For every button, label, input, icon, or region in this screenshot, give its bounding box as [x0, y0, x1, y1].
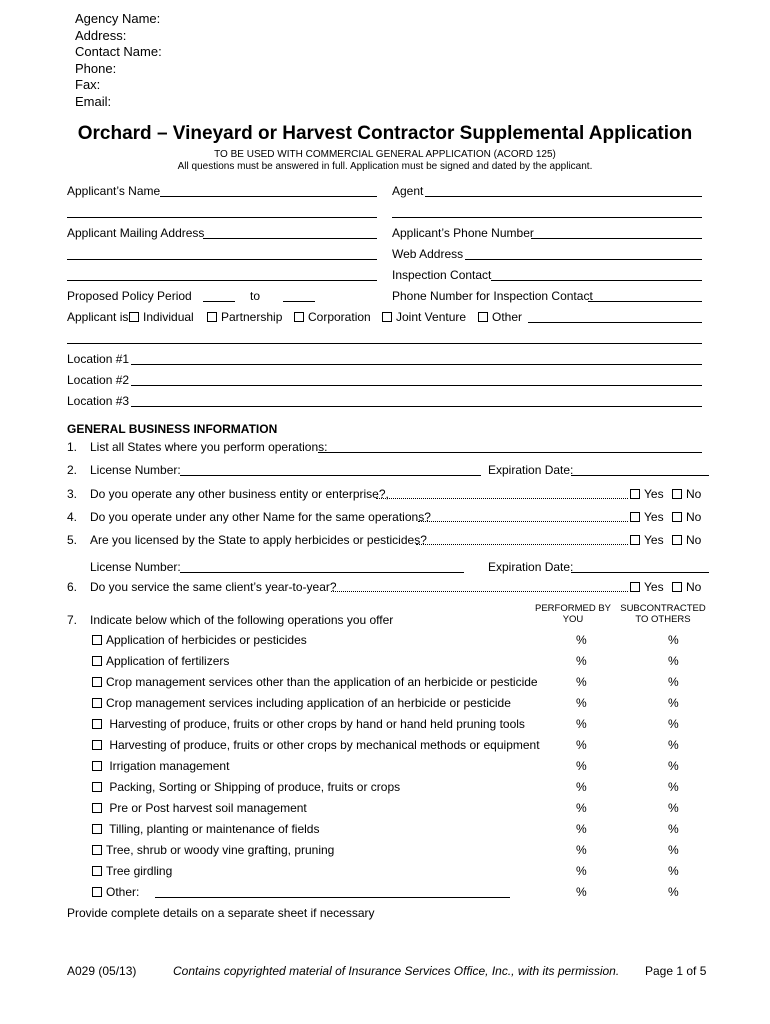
applicant-name-field-2[interactable] [67, 217, 377, 218]
operation-label: Packing, Sorting or Shipping of produce, fruits or crops [106, 780, 401, 794]
operation-label: Tilling, planting or maintenance of fields [106, 822, 320, 836]
inspection-phone-label: Phone Number for Inspection Contact [392, 289, 593, 303]
performed-percent[interactable]: % [576, 843, 587, 857]
operation-checkbox[interactable] [92, 656, 102, 666]
q3-number: 3. [67, 487, 78, 501]
operation-label: Tree girdling [106, 864, 173, 878]
q4-leader [418, 521, 628, 522]
operation-label: Application of fertilizers [106, 654, 230, 668]
agency-name-label: Agency Name: [75, 11, 161, 26]
other-type-field[interactable] [528, 322, 702, 323]
subcontracted-percent[interactable]: % [668, 864, 679, 878]
agency-fax-label: Fax: [75, 77, 101, 92]
operation-row[interactable] [92, 759, 229, 773]
mailing-address-field[interactable] [203, 238, 377, 239]
agency-phone-label: Phone: [75, 60, 117, 76]
agent-label: Agent [392, 184, 424, 198]
q2-expiration-field[interactable] [571, 475, 709, 476]
operation-row[interactable] [92, 822, 319, 836]
q5-expiration-label: Expiration Date: [488, 560, 574, 574]
web-address-field[interactable] [465, 259, 702, 260]
q6-yes-checkbox[interactable] [630, 582, 640, 592]
operation-label: Crop management services including application of an herbicide or pesticide [106, 696, 511, 710]
individual-checkbox[interactable] [129, 312, 139, 322]
operation-row[interactable] [92, 843, 334, 857]
agency-contact-label: Contact Name: [75, 44, 162, 59]
page-title: Orchard – Vineyard or Harvest Contractor Supplemental Application [77, 123, 693, 144]
subcontracted-percent[interactable]: % [668, 633, 679, 647]
subcontracted-percent[interactable]: % [668, 759, 679, 773]
q5-no[interactable]: No [672, 533, 701, 547]
q2-text: License Number: [90, 463, 181, 477]
operation-checkbox[interactable] [92, 719, 102, 729]
q6-no-checkbox[interactable] [672, 582, 682, 592]
performed-percent[interactable]: % [576, 864, 587, 878]
mailing-address-label: Applicant Mailing Address [67, 226, 205, 240]
operation-checkbox[interactable] [92, 761, 102, 771]
copyright-notice: Contains copyrighted material of Insurance Services Office, Inc., with its permission. [173, 964, 620, 978]
performed-percent[interactable]: % [576, 801, 587, 815]
corporation-checkbox[interactable] [294, 312, 304, 322]
other-checkbox[interactable] [478, 312, 488, 322]
type-joint-venture[interactable]: Joint Venture [382, 310, 466, 324]
subcontracted-percent[interactable]: % [668, 822, 679, 836]
operation-checkbox[interactable] [92, 635, 102, 645]
joint-venture-checkbox[interactable] [382, 312, 392, 322]
subcontracted-percent[interactable]: % [668, 885, 679, 899]
q3-text: Do you operate any other business entity or enterprise?, [90, 487, 389, 501]
operation-label: Application of herbicides or pesticides [106, 633, 307, 647]
operation-checkbox[interactable] [92, 866, 102, 876]
performed-percent[interactable]: % [576, 717, 587, 731]
q3-yes-checkbox[interactable] [630, 489, 640, 499]
q1-states-field[interactable] [318, 452, 702, 453]
applicant-is-label: Applicant is [67, 310, 129, 324]
location-3-field[interactable] [131, 406, 702, 407]
operation-row[interactable] [92, 738, 540, 752]
operation-row[interactable] [92, 717, 525, 731]
location-3-label: Location #3 [67, 394, 130, 408]
policy-start-field[interactable] [203, 301, 235, 302]
q4-yes-checkbox[interactable] [630, 512, 640, 522]
performed-percent[interactable]: % [576, 696, 587, 710]
col-subcontracted-line1: SUBCONTRACTED [620, 603, 706, 614]
operation-label: Crop management services other than the application of an herbicide or pesticide [106, 675, 538, 689]
q5-text: Are you licensed by the State to apply herbicides or pesticides? [90, 533, 427, 547]
performed-percent[interactable]: % [576, 822, 587, 836]
q1-number: 1. [67, 440, 78, 454]
q2-license-field[interactable] [180, 475, 481, 476]
subcontracted-percent[interactable]: % [668, 717, 679, 731]
q2-number: 2. [67, 463, 78, 477]
policy-to-label: to [250, 289, 261, 303]
operation-row[interactable] [92, 780, 400, 794]
q4-no-checkbox[interactable] [672, 512, 682, 522]
q3-yes[interactable]: Yes [630, 487, 664, 501]
q5-yes[interactable]: Yes [630, 533, 664, 547]
agent-field-2[interactable] [392, 217, 702, 218]
col-subcontracted-line2: TO OTHERS [635, 614, 691, 625]
location-2-field[interactable] [131, 385, 702, 386]
page-number: Page 1 of 5 [645, 964, 707, 978]
q3-leader [376, 498, 628, 499]
location-2-label: Location #2 [67, 373, 130, 387]
q5-license-field[interactable] [180, 572, 464, 573]
performed-percent[interactable]: % [576, 738, 587, 752]
performed-percent[interactable]: % [576, 759, 587, 773]
web-address-label: Web Address [392, 247, 464, 261]
operation-label: Other: [106, 885, 140, 899]
agency-email-label: Email: [75, 93, 112, 109]
subcontracted-percent[interactable]: % [668, 843, 679, 857]
type-other[interactable]: Other [478, 310, 522, 324]
performed-percent[interactable]: % [576, 675, 587, 689]
form-id: A029 (05/13) [67, 964, 137, 978]
q3-no[interactable]: No [672, 487, 701, 501]
subcontracted-percent[interactable]: % [668, 780, 679, 794]
operation-checkbox[interactable] [92, 740, 102, 750]
q1-text: List all States where you perform operations: [90, 440, 328, 454]
q6-number: 6. [67, 580, 78, 594]
subcontracted-percent[interactable]: % [668, 801, 679, 815]
gbi-heading: GENERAL BUSINESS INFORMATION [67, 422, 278, 436]
operation-label: Irrigation management [106, 759, 230, 773]
operation-row[interactable] [92, 675, 538, 689]
performed-percent[interactable]: % [576, 654, 587, 668]
subcontracted-percent[interactable]: % [668, 738, 679, 752]
q4-yes[interactable]: Yes [630, 510, 664, 524]
q6-yes[interactable]: Yes [630, 580, 664, 594]
other-operation-field[interactable] [155, 897, 510, 898]
q5-leader [416, 544, 628, 545]
applicant-phone-label: Applicant’s Phone Number [392, 226, 534, 240]
applicant-phone-field[interactable] [531, 238, 702, 239]
operation-row[interactable] [92, 633, 307, 647]
subtitle-acord: TO BE USED WITH COMMERCIAL GENERAL APPLICATION (ACORD 125) [214, 149, 556, 160]
operation-checkbox[interactable] [92, 803, 102, 813]
performed-percent[interactable]: % [576, 633, 587, 647]
inspection-contact-label: Inspection Contact [392, 268, 492, 282]
q6-no[interactable]: No [672, 580, 701, 594]
operation-label: Pre or Post harvest soil management [106, 801, 307, 815]
q2-expiration-label: Expiration Date: [488, 463, 574, 477]
policy-end-field[interactable] [283, 301, 315, 302]
q3-no-checkbox[interactable] [672, 489, 682, 499]
operation-checkbox[interactable] [92, 887, 102, 897]
agent-field[interactable] [425, 196, 702, 197]
operation-row[interactable] [92, 654, 229, 668]
performed-percent[interactable]: % [576, 885, 587, 899]
q5-license-label: License Number: [90, 560, 181, 574]
q5-expiration-field[interactable] [571, 572, 709, 573]
details-note: Provide complete details on a separate sheet if necessary [67, 906, 375, 920]
q7-text: Indicate below which of the following operations you offer [90, 613, 394, 627]
location-1-field[interactable] [131, 364, 702, 365]
operation-label: Tree, shrub or woody vine grafting, pruning [106, 843, 335, 857]
mailing-address-field-3[interactable] [67, 280, 377, 281]
q6-text: Do you service the same client’s year-to-year? [90, 580, 337, 594]
q5-no-checkbox[interactable] [672, 535, 682, 545]
q4-no[interactable]: No [672, 510, 701, 524]
mailing-address-field-2[interactable] [67, 259, 377, 260]
q4-text: Do you operate under any other Name for the same operations? [90, 510, 431, 524]
operation-label: Harvesting of produce, fruits or other crops by mechanical methods or equipment [106, 738, 540, 752]
col-performed-line2: YOU [562, 614, 584, 625]
subcontracted-percent[interactable]: % [668, 696, 679, 710]
q5-number: 5. [67, 533, 78, 547]
inspection-contact-field[interactable] [491, 280, 702, 281]
subcontracted-percent[interactable]: % [668, 675, 679, 689]
operation-checkbox[interactable] [92, 824, 102, 834]
q5-yes-checkbox[interactable] [630, 535, 640, 545]
applicant-type-extra-field[interactable] [67, 343, 702, 344]
q6-leader [331, 591, 628, 592]
applicant-name-label: Applicant’s Name [67, 184, 161, 198]
type-partnership[interactable]: Partnership [207, 310, 282, 324]
operation-label: Harvesting of produce, fruits or other crops by hand or hand held pruning tools [106, 717, 525, 731]
operation-row[interactable] [92, 885, 139, 899]
type-individual[interactable]: Individual [129, 310, 194, 324]
q4-number: 4. [67, 510, 78, 524]
q7-number: 7. [67, 613, 78, 627]
operation-row[interactable] [92, 696, 511, 710]
partnership-checkbox[interactable] [207, 312, 217, 322]
performed-percent[interactable]: % [576, 780, 587, 794]
operation-row[interactable] [92, 864, 172, 878]
applicant-name-field[interactable] [160, 196, 377, 197]
operation-row[interactable] [92, 801, 307, 815]
operation-checkbox[interactable] [92, 677, 102, 687]
location-1-label: Location #1 [67, 352, 130, 366]
policy-period-label: Proposed Policy Period [67, 289, 192, 303]
operation-checkbox[interactable] [92, 698, 102, 708]
subcontracted-percent[interactable]: % [668, 654, 679, 668]
type-corporation[interactable]: Corporation [294, 310, 371, 324]
operation-checkbox[interactable] [92, 845, 102, 855]
col-performed-line1: PERFORMED BY [534, 603, 611, 614]
inspection-phone-field[interactable] [588, 301, 702, 302]
agency-address-label: Address: [75, 27, 127, 43]
subtitle-instructions: All questions must be answered in full. Application must be signed and dated by the applicant. [177, 161, 593, 172]
operation-checkbox[interactable] [92, 782, 102, 792]
